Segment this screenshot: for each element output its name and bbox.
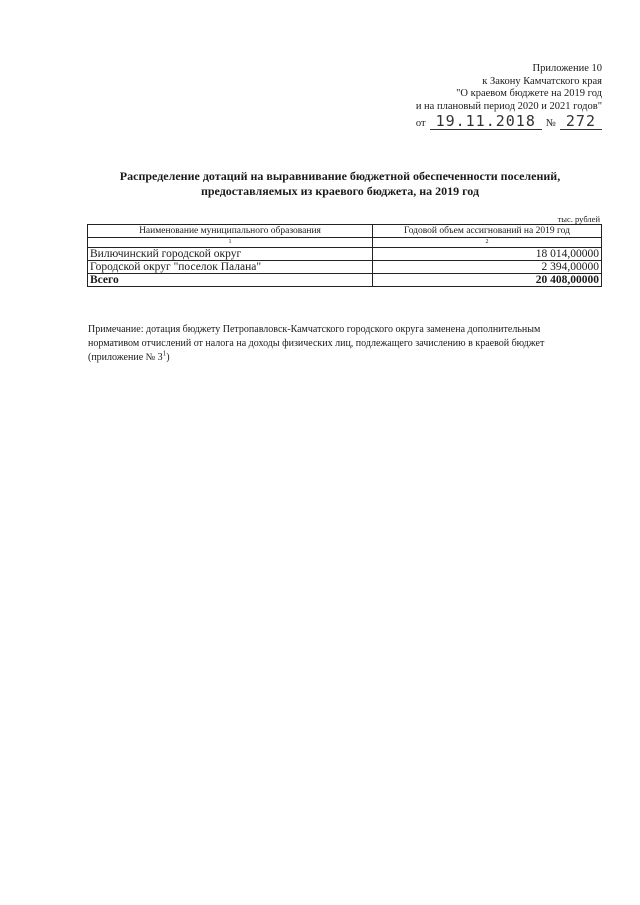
table-total-row bbox=[88, 274, 602, 287]
municipality-amount: 2 394,00000 bbox=[373, 261, 602, 274]
total-amount: 20 408,00000 bbox=[373, 274, 602, 287]
footnote-suffix: ) bbox=[166, 352, 170, 363]
attachment-line-1: Приложение 10 bbox=[532, 63, 602, 74]
municipality-name: Городской округ "поселок Палана" bbox=[88, 261, 373, 274]
title-line-1: Распределение дотаций на выравнивание бюджетной обеспеченности поселений, bbox=[119, 169, 561, 183]
header-municipality: Наименование муниципального образования bbox=[88, 225, 373, 238]
header-annual-amount: Годовой объем ассигнований на 2019 год bbox=[373, 225, 602, 238]
table-row bbox=[88, 248, 602, 261]
column-number-2: 2 bbox=[373, 238, 602, 248]
attachment-line-4: и на плановый период 2020 и 2021 годов" bbox=[415, 100, 602, 112]
units-label: тыс. рублей bbox=[557, 214, 600, 224]
attachment-date-line bbox=[416, 114, 602, 130]
table-column-numbers bbox=[88, 238, 602, 248]
budget-table bbox=[87, 224, 602, 287]
footnote bbox=[88, 323, 588, 365]
municipality-name: Вилючинский городской округ bbox=[88, 248, 373, 261]
title-line-2: предоставляемых из краевого бюджета, на 2019 год bbox=[200, 184, 480, 198]
total-label: Всего bbox=[88, 274, 373, 287]
attachment-header bbox=[416, 63, 602, 130]
attachment-line-2: к Закону Камчатского края bbox=[482, 75, 602, 87]
law-number: 272 bbox=[560, 114, 602, 130]
attachment-line-3: "О краевом бюджете на 2019 год bbox=[456, 88, 602, 99]
footnote-superscript: 1 bbox=[162, 349, 167, 358]
document-title bbox=[90, 169, 590, 199]
law-date: 19.11.2018 bbox=[430, 114, 542, 130]
number-prefix: № bbox=[545, 117, 556, 129]
footnote-text: Примечание: дотация бюджету Петропавловск-Камчатского городского округа заменена дополнительным нормативом отчислений от налога на доходы физических лиц, подлежащего зачислению в краевой бюджет (приложение № 3 bbox=[88, 324, 545, 363]
date-prefix: от bbox=[415, 117, 426, 129]
column-number-1: 1 bbox=[88, 238, 373, 248]
municipality-amount: 18 014,00000 bbox=[373, 248, 602, 261]
table-header-row bbox=[88, 225, 602, 238]
table-row bbox=[88, 261, 602, 274]
